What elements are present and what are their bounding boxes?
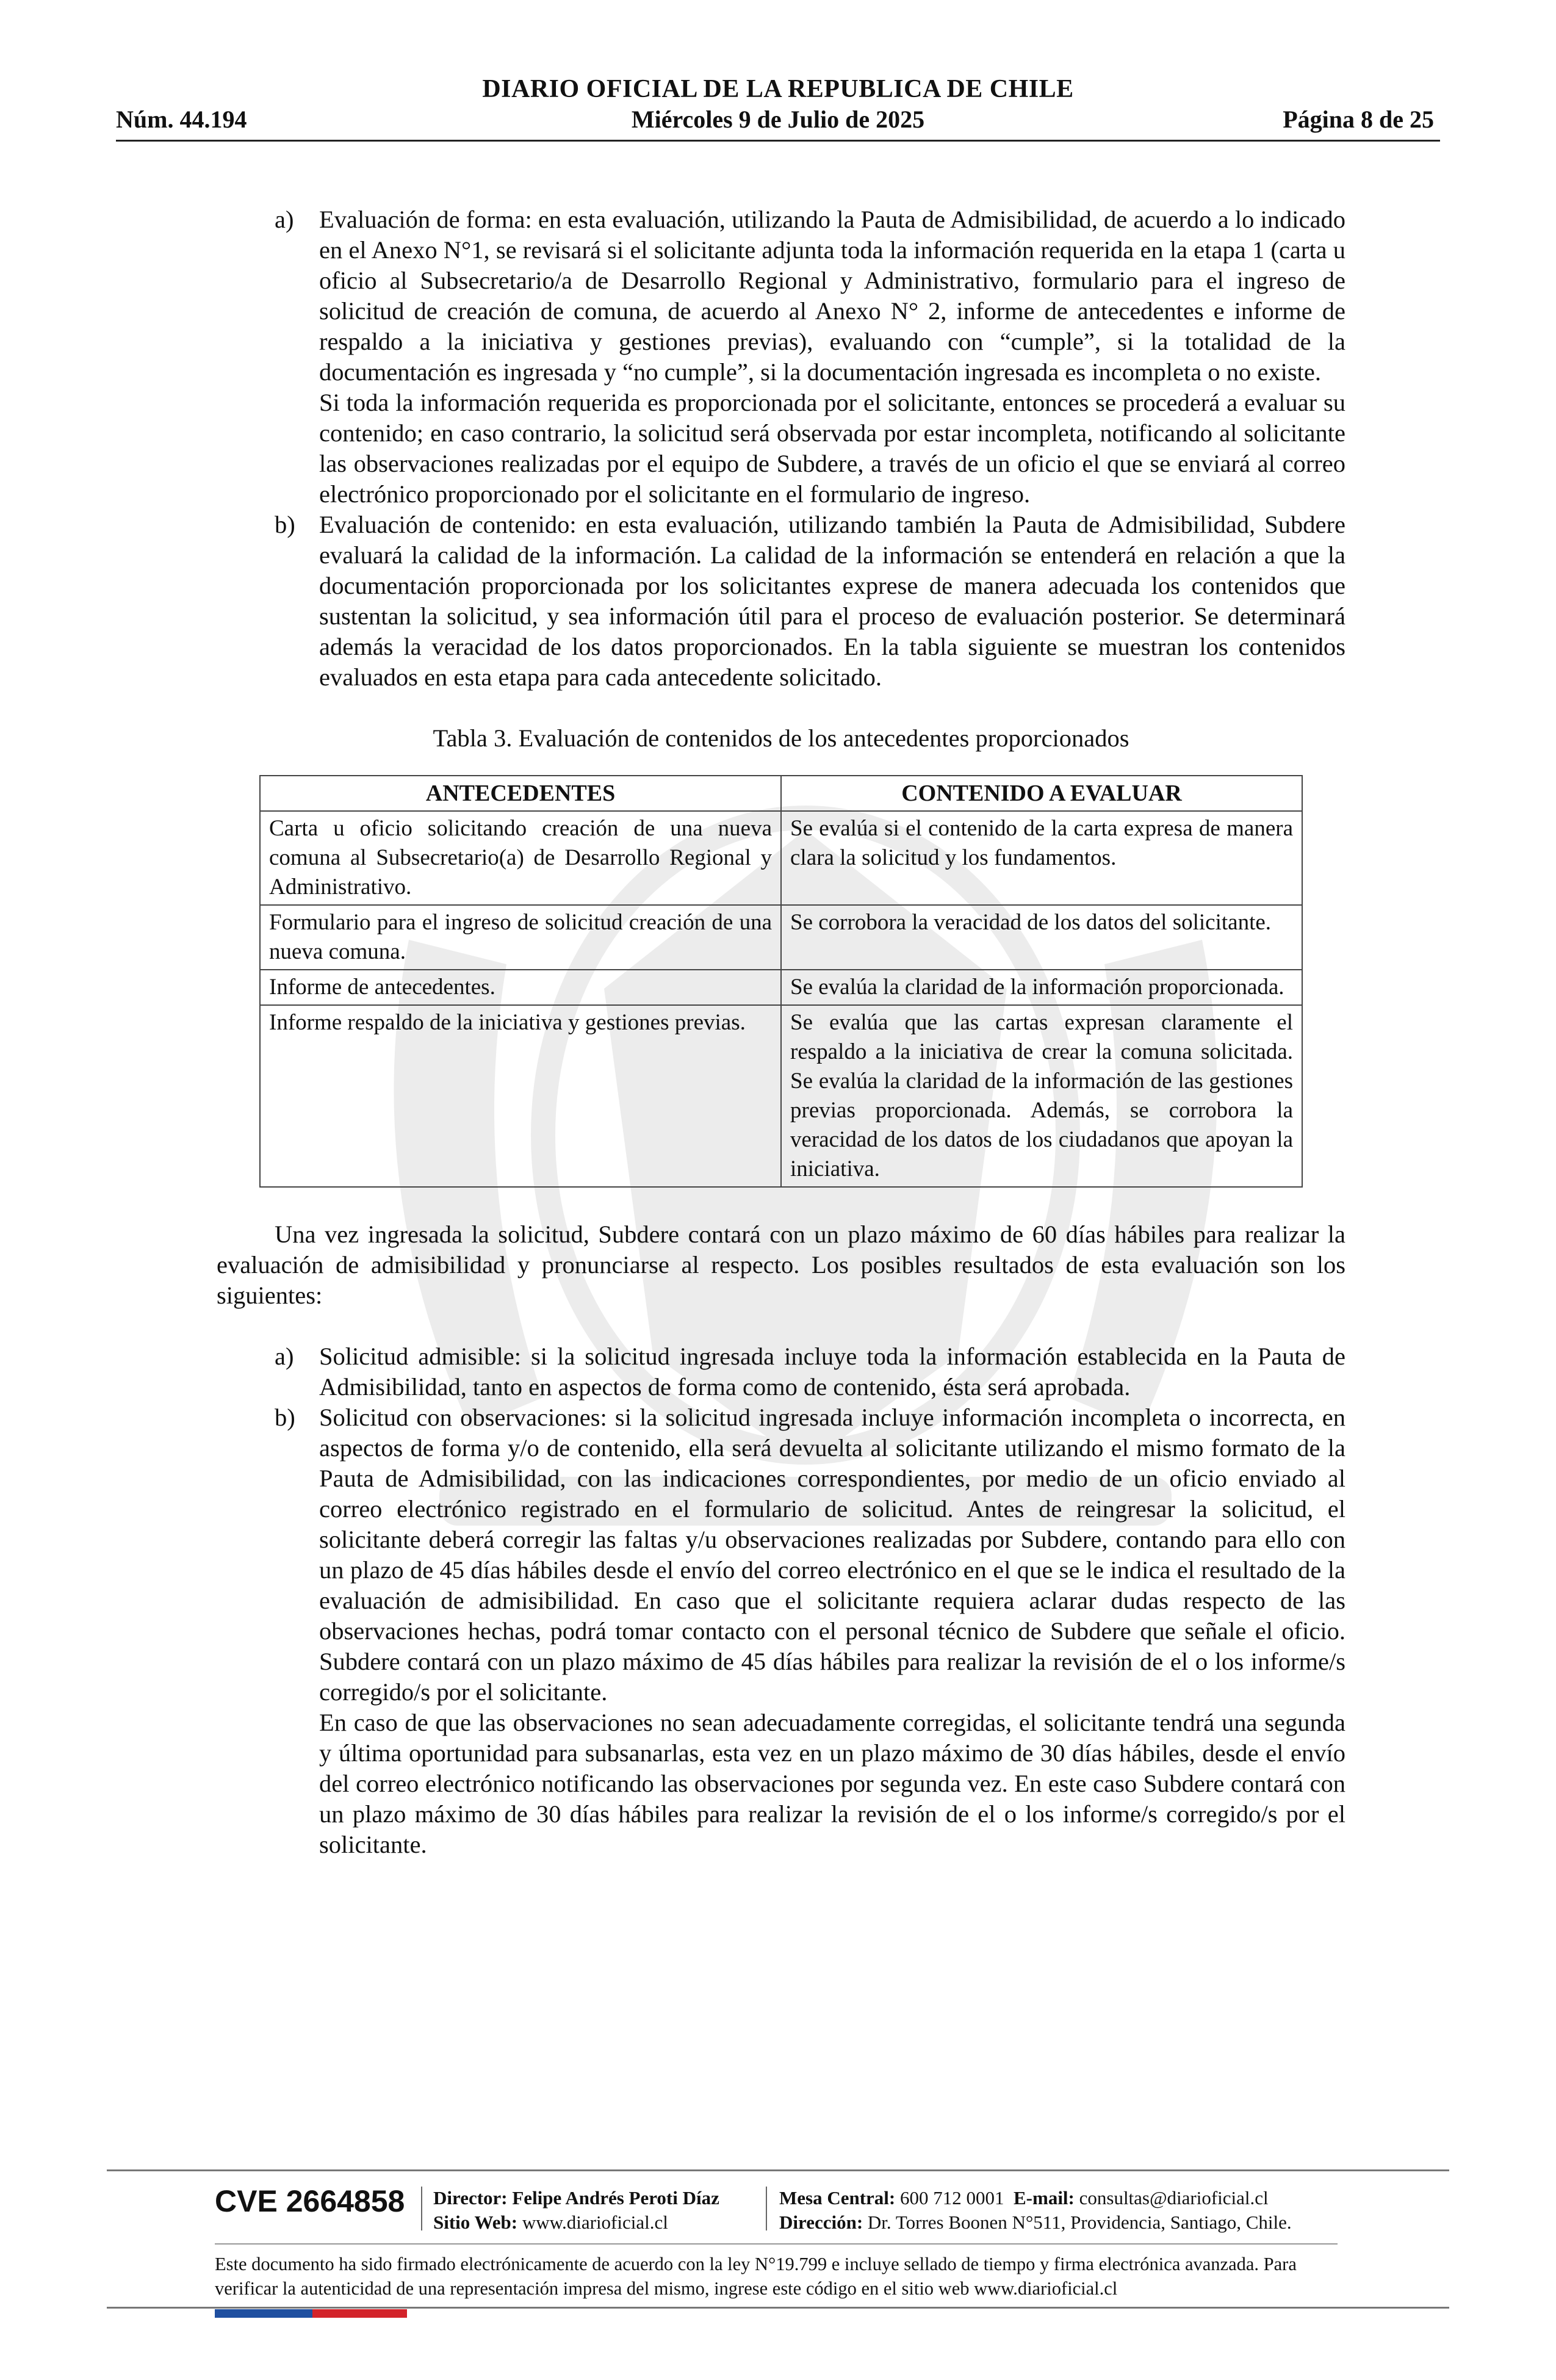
footer-contact-block	[779, 2186, 1292, 2235]
table-cell: Formulario para el ingreso de solicitud creación de una nueva comuna.	[260, 905, 781, 970]
issue-date: Miércoles 9 de Julio de 2025	[631, 106, 925, 133]
column-header: CONTENIDO A EVALUAR	[781, 776, 1302, 811]
table-row	[260, 970, 1302, 1005]
table-cell: Se evalúa que las cartas expresan claramente el respaldo a la iniciativa de crear la comuna solicitada. Se evalúa la claridad de la información de las gestiones previas proporcionada. Además, se corrobora la veracidad de los datos de los ciudadanos que apoyan la iniciativa.	[781, 1005, 1302, 1187]
list-item	[217, 1402, 1345, 1860]
mesa-phone: 600 712 0001	[900, 2187, 1004, 2209]
table-row	[260, 1005, 1302, 1187]
address-label: Dirección:	[779, 2212, 863, 2233]
list-item-text: Evaluación de forma: en esta evaluación, utilizando la Pauta de Admisibilidad, de acuerdo a lo indicado en el Anexo N°1, se revisará si el solicitante adjunta toda la información requerida en la etapa 1 (carta u oficio al Subsecretario/a de Desarrollo Regional y Administrativo, formulario para el ingreso de solicitud de creación de comuna, de acuerdo al Anexo N° 2, informe de antecedentes e informe de respaldo a la iniciativa y gestiones previas), evaluando con “cumple”, si la totalidad de la documentación es ingresada y “no cumple”, si la documentación ingresada es incompleta o no existe.	[319, 206, 1345, 386]
table-cell: Se evalúa si el contenido de la carta expresa de manera clara la solicitud y los fundamentos.	[781, 811, 1302, 905]
address: Dr. Torres Boonen N°511, Providencia, Santiago, Chile.	[867, 2212, 1292, 2233]
table-cell: Carta u oficio solicitando creación de una nueva comuna al Subsecretario(a) de Desarrollo Regional y Administrativo.	[260, 811, 781, 905]
list-item-label: a)	[275, 206, 294, 233]
body-paragraph: Una vez ingresada la solicitud, Subdere contará con un plazo máximo de 60 días hábiles para realizar la evaluación de admisibilidad y pronunciarse al respecto. Los posibles resultados de esta evaluación son los siguientes:	[217, 1221, 1345, 1309]
director-name: Felipe Andrés Peroti Díaz	[512, 2187, 719, 2209]
antecedentes-table	[259, 775, 1303, 1188]
table-cell: Informe de antecedentes.	[260, 970, 781, 1005]
footer-divider	[107, 2169, 1449, 2171]
email-link[interactable]: consultas@diarioficial.cl	[1079, 2187, 1269, 2209]
list-item-text: Solicitud con observaciones: si la solicitud ingresada incluye información incompleta o incorrecta, en aspectos de forma y/o de contenido, ella será devuelta al solicitante utilizando el mismo formato de la Pauta de Admisibilidad, con las indicaciones correspondientes, por medio de un oficio enviado al correo electrónico registrado en el formulario de solicitud. Antes de reingresar la solicitud, el solicitante deberá corregir las faltas y/u observaciones realizadas por Subdere, contando para ello con un plazo de 45 días hábiles desde el envío del correo electrónico en el que se le indica el resultado de la evaluación de admisibilidad. En caso que el solicitante requiera aclarar dudas respecto de las observaciones hechas, podrá tomar contacto con el personal técnico de Subdere que señale el oficio. Subdere contará con un plazo máximo de 45 días hábiles para realizar la revisión de el o los informe/s corregido/s por el solicitante.	[319, 1404, 1345, 1706]
email-label: E-mail:	[1014, 2187, 1075, 2209]
mesa-label: Mesa Central:	[779, 2187, 896, 2209]
list-item-label: b)	[275, 511, 295, 538]
list-item-label: a)	[275, 1343, 294, 1370]
table-cell: Informe respaldo de la iniciativa y gestiones previas.	[260, 1005, 781, 1187]
table-header-row	[260, 776, 1302, 811]
table-caption: Tabla 3. Evaluación de contenidos de los antecedentes proporcionados	[433, 724, 1129, 752]
flag-stripe-blue	[215, 2309, 312, 2318]
signature-note: Este documento ha sido firmado electrónicamente de acuerdo con la ley N°19.799 e incluye sellado de tiempo y firma electrónica avanzada. Para verificar la autenticidad de una representación impresa del mismo, ingrese este código en el sitio web www.diarioficial.cl	[215, 2254, 1297, 2299]
list-item-text: Evaluación de contenido: en esta evaluación, utilizando también la Pauta de Admisibilidad, Subdere evaluará la calidad de la información. La calidad de la información se entenderá en relación a que la documentación proporcionada por los solicitantes exprese de manera adecuada los contenidos que sustentan la solicitud, y sea información útil para el proceso de evaluación posterior. Se determinará además la veracidad de los datos proporcionados. En la tabla siguiente se muestran los contenidos evaluados en esta etapa para cada antecedente solicitado.	[319, 511, 1345, 691]
list-item	[217, 510, 1345, 693]
newspaper-title: DIARIO OFICIAL DE LA REPUBLICA DE CHILE	[482, 75, 1074, 103]
flag-stripe-red	[312, 2309, 407, 2318]
table-row	[260, 905, 1302, 970]
header-divider	[116, 140, 1440, 142]
list-item	[217, 204, 1345, 510]
footer-inner-divider	[215, 2243, 1338, 2245]
director-label: Director:	[433, 2187, 508, 2209]
document-body	[217, 204, 1345, 1860]
footer-bottom-divider	[107, 2307, 1449, 2309]
table-cell: Se corrobora la veracidad de los datos del solicitante.	[781, 905, 1302, 970]
page-number: Página 8 de 25	[1283, 106, 1434, 133]
list-item-label: b)	[275, 1404, 295, 1431]
footer-director-block	[433, 2186, 719, 2235]
list-item-text: Si toda la información requerida es proporcionada por el solicitante, entonces se procederá a evaluar su contenido; en caso contrario, la solicitud será observada por estar incompleta, notificando al solicitante las observaciones realizadas por el equipo de Subdere, a través de un oficio el que se enviará al correo electrónico proporcionado por el solicitante en el formulario de ingreso.	[319, 389, 1345, 508]
footer-separator	[766, 2187, 767, 2230]
column-header: ANTECEDENTES	[260, 776, 781, 811]
footer-separator	[421, 2187, 422, 2230]
issue-number: Núm. 44.194	[116, 106, 247, 133]
table-row	[260, 811, 1302, 905]
table-cell: Se evalúa la claridad de la información proporcionada.	[781, 970, 1302, 1005]
website-label: Sitio Web:	[433, 2212, 518, 2233]
cve-code: CVE 2664858	[215, 2184, 405, 2218]
results-list	[217, 1341, 1345, 1860]
list-item-text: Solicitud admisible: si la solicitud ingresada incluye toda la información establecida en la Pauta de Admisibilidad, tanto en aspectos de forma como de contenido, ésta será aprobada.	[319, 1343, 1345, 1401]
website-link[interactable]: www.diarioficial.cl	[522, 2212, 668, 2233]
list-item-text: En caso de que las observaciones no sean adecuadamente corregidas, el solicitante tendrá una segunda y última oportunidad para subsanarlas, esta vez en un plazo máximo de 30 días hábiles, desde el envío del correo electrónico notificando las observaciones por segunda vez. En este caso Subdere contará con un plazo máximo de 30 días hábiles para realizar la revisión de el o los informe/s corregido/s por el solicitante.	[319, 1709, 1345, 1858]
list-item	[217, 1341, 1345, 1402]
